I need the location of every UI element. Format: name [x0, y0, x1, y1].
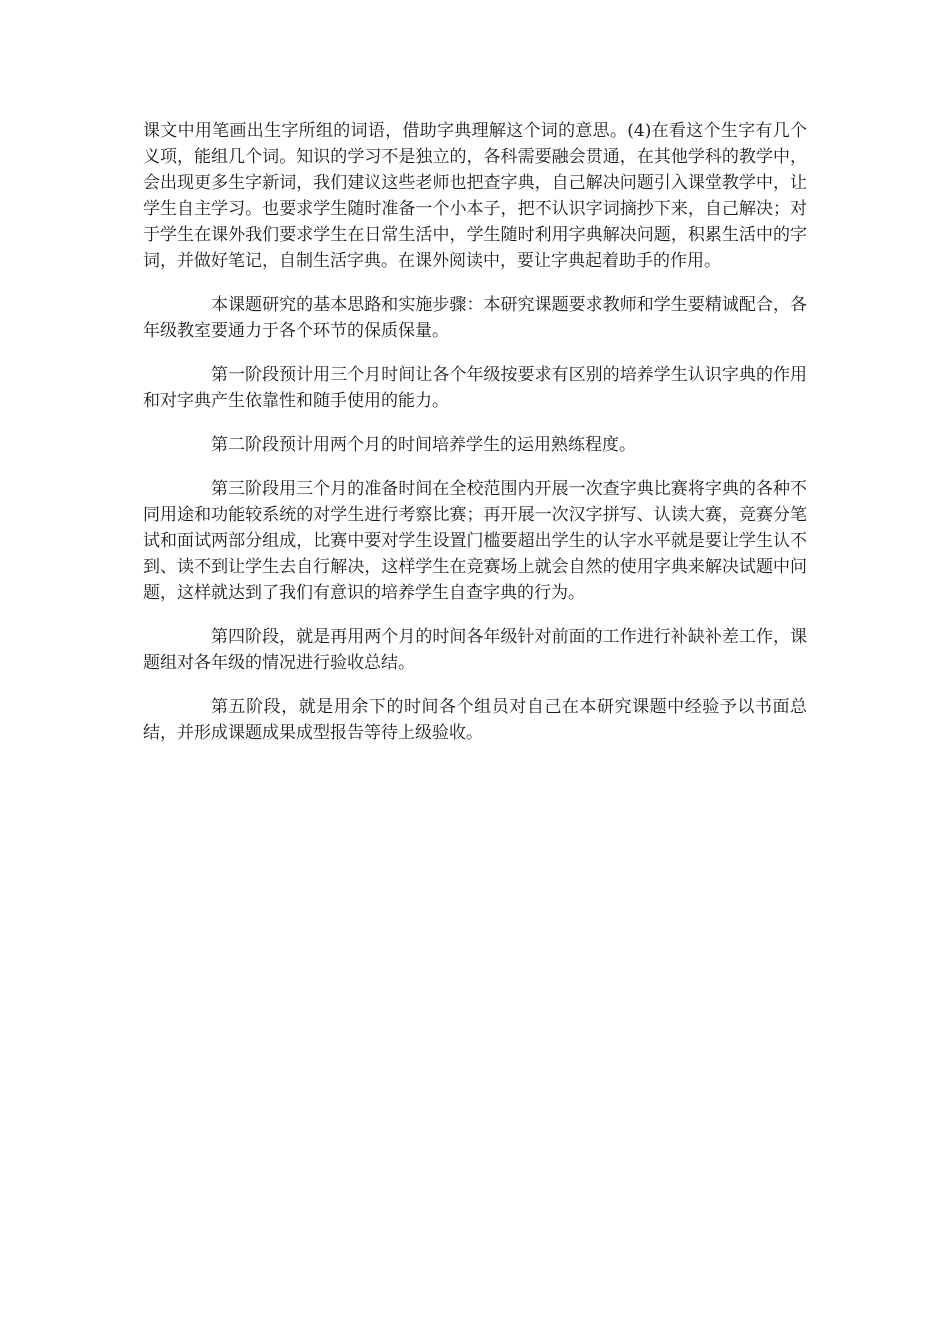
paragraph-phase-three: 第三阶段用三个月的准备时间在全校范围内开展一次查字典比赛将字典的各种不同用途和功能较系统的对学生进行考察比赛；再开展一次汉字拼写、认读大赛，竞赛分笔试和面试两部分组成，比赛中要对学生设置门槛要超出学生的认字水平就是要让学生认不到、读不到让学生去自行解决，这样学生在竞赛场上就会自然的使用字典来解决试题中问题，这样就达到了我们有意识的培养学生自查字典的行为。: [143, 479, 807, 603]
paragraph-research-approach: 本课题研究的基本思路和实施步骤：本研究课题要求教师和学生要精诚配合，各年级教室要通力于各个环节的保质保量。: [143, 295, 807, 341]
paragraph-phase-two: 第二阶段预计用两个月的时间培养学生的运用熟练程度。: [211, 435, 636, 455]
paragraph-phase-one: 第一阶段预计用三个月时间让各个年级按要求有区别的培养学生认识字典的作用和对字典产生依靠性和随手使用的能力。: [143, 365, 807, 411]
document-body: [143, 118, 807, 764]
paragraph-continuation: 课文中用笔画出生字所组的词语，借助字典理解这个词的意思。(4)在看这个生字有几个义项，能组几个词。知识的学习不是独立的，各科需要融会贯通，在其他学科的教学中，会出现更多生字新词，我们建议这些老师也把查字典，自己解决问题引入课堂教学中，让学生自主学习。也要求学生随时准备一个小本子，把不认识字词摘抄下来，自己解决；对于学生在课外我们要求学生在日常生活中，学生随时利用字典解决问题，积累生活中的字词，并做好笔记，自制生活字典。在课外阅读中，要让字典起着助手的作用。: [143, 121, 807, 271]
paragraph-phase-four: 第四阶段，就是再用两个月的时间各年级针对前面的工作进行补缺补差工作，课题组对各年级的情况进行验收总结。: [143, 627, 807, 673]
paragraph-phase-five: 第五阶段，就是用余下的时间各个组员对自己在本研究课题中经验予以书面总结，并形成课题成果成型报告等待上级验收。: [143, 697, 807, 743]
